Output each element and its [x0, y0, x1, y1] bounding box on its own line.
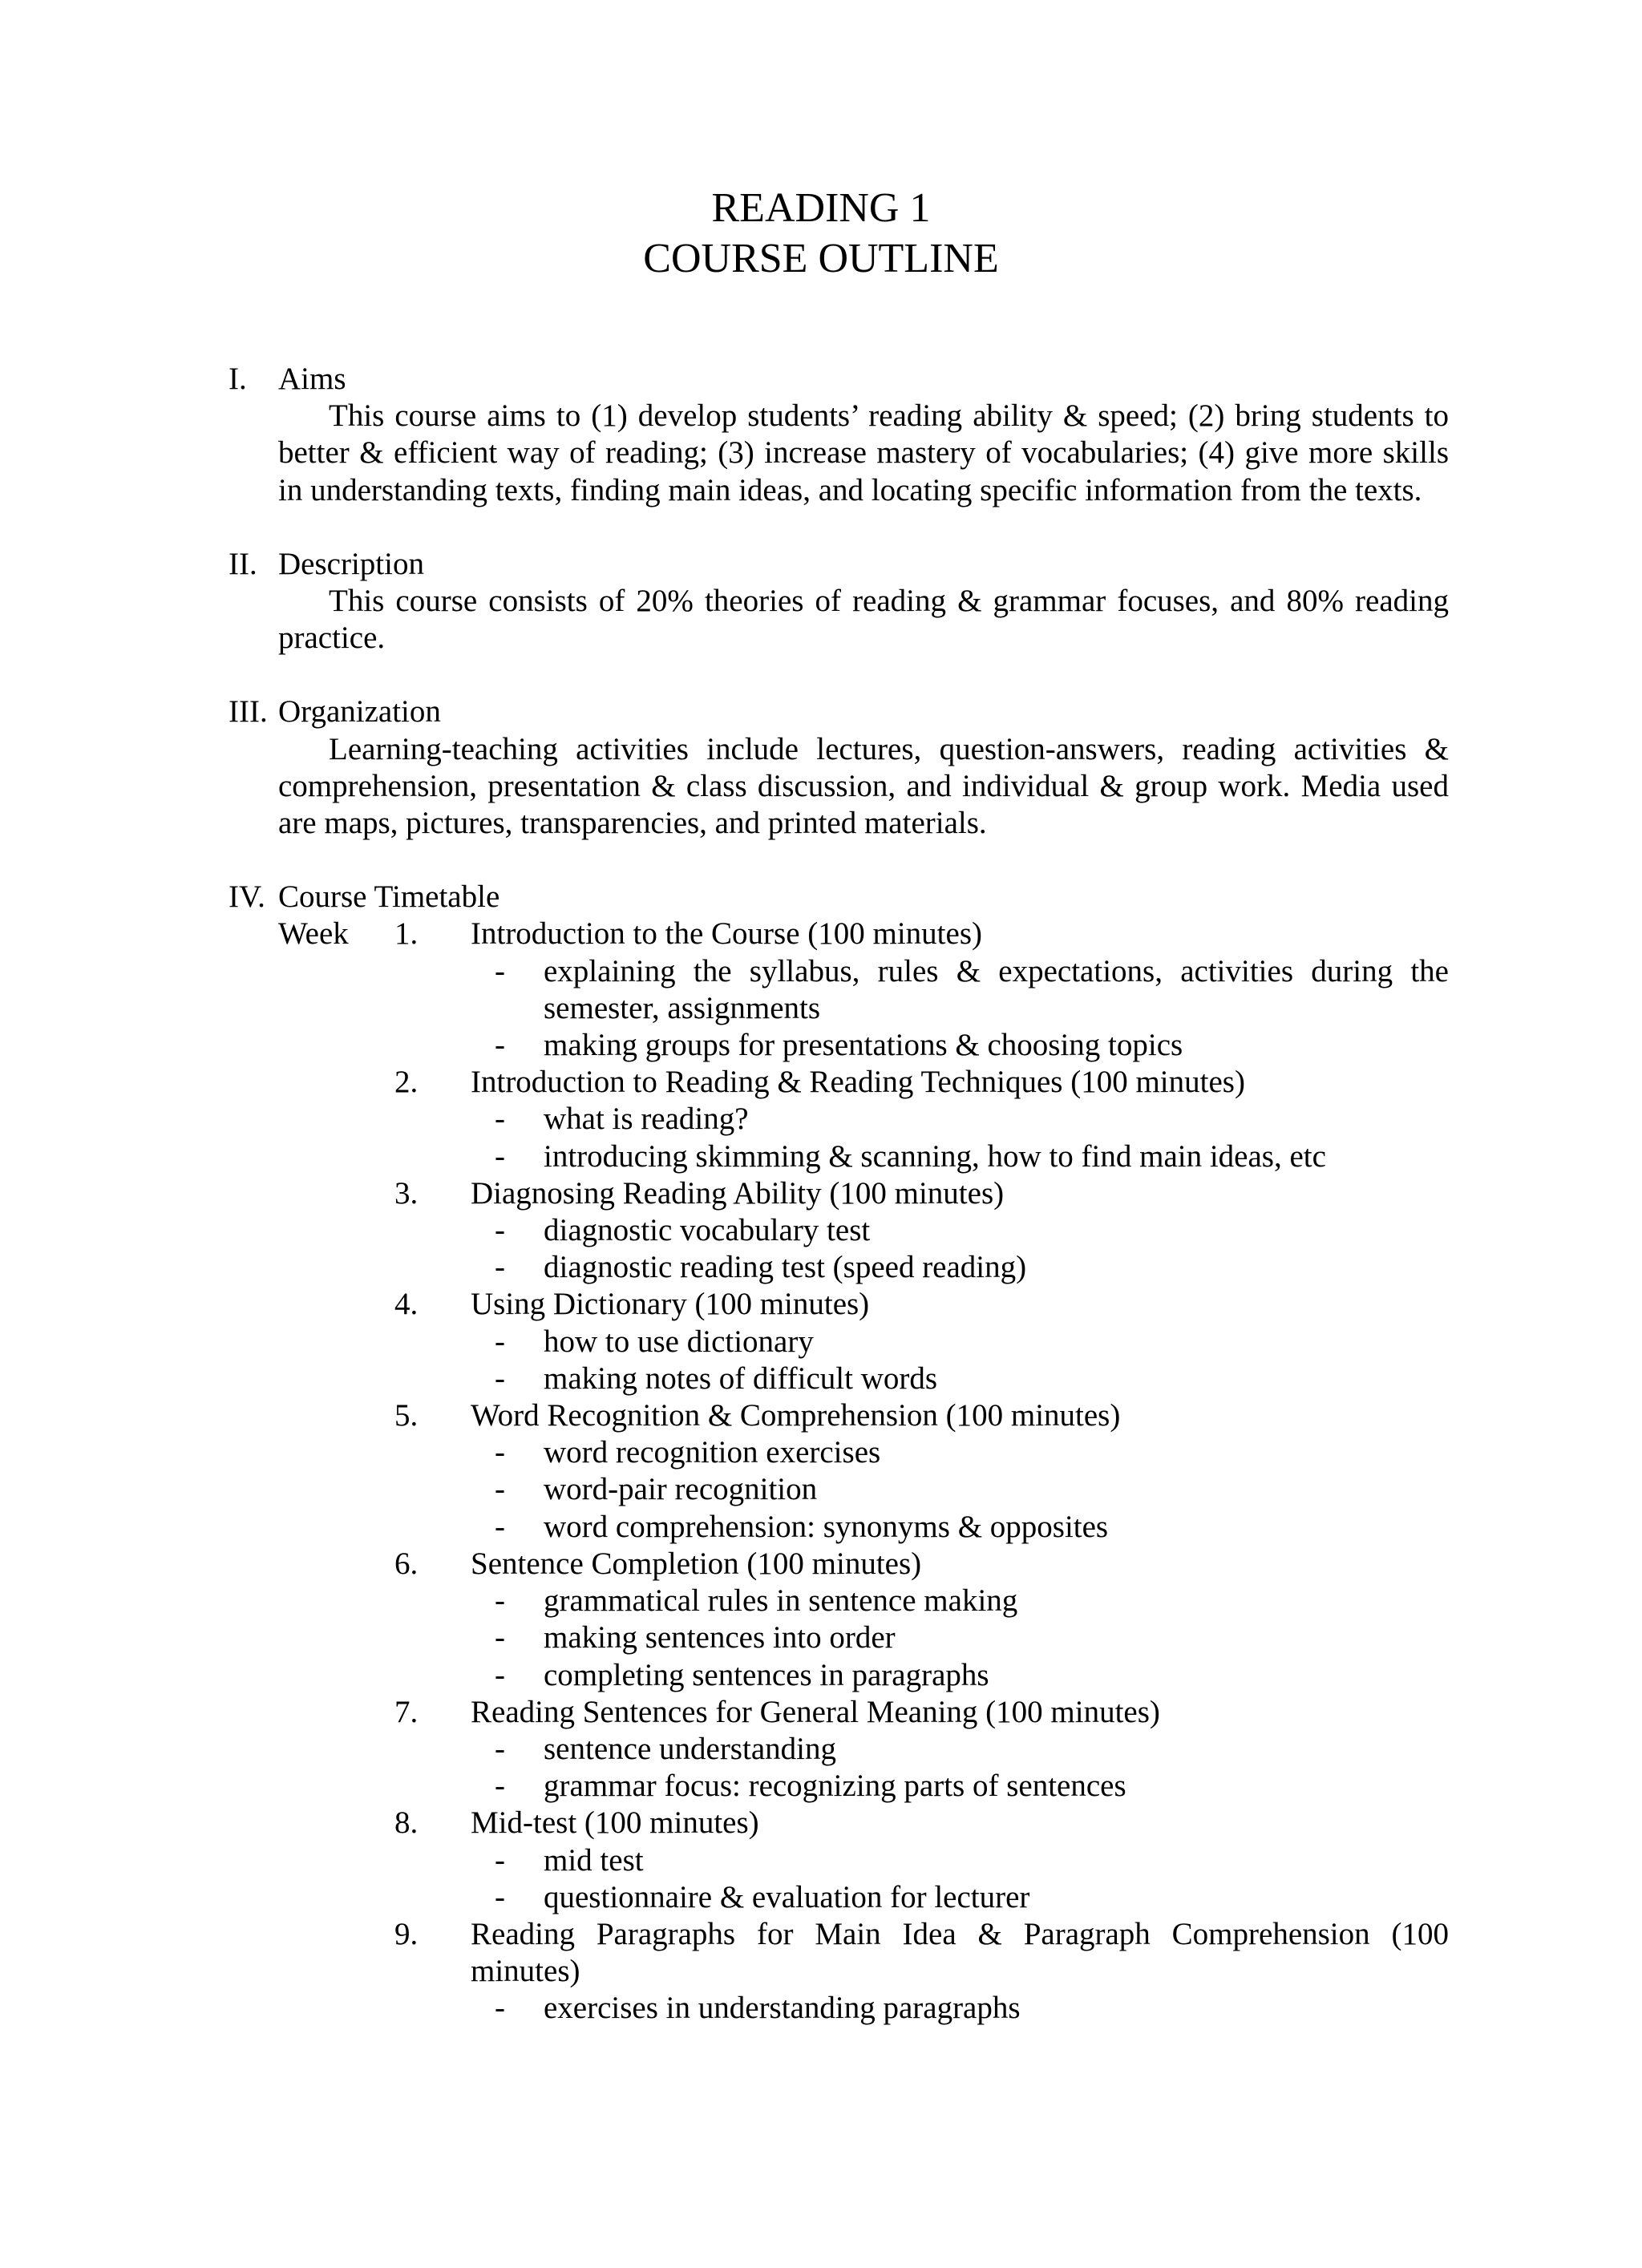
dash-bullet: -: [495, 1769, 505, 1804]
activity-text: diagnostic reading test (speed reading): [544, 1250, 1027, 1285]
dash-bullet: -: [495, 1879, 505, 1914]
section-title: Course Timetable: [278, 879, 500, 915]
activity-item: [471, 953, 1449, 1027]
activity-item: [471, 1731, 1449, 1768]
section-numeral: III.: [229, 694, 268, 730]
activity-text: diagnostic vocabulary test: [544, 1213, 871, 1248]
section-numeral: II.: [229, 546, 257, 581]
section-paragraph: This course aims to (1) develop students’ reading ability & speed; (2) bring students to better & efficient way of reading; (3) increase mastery of vocabularies; (4) give more skills in understanding texts, finding main ideas, and locating specific information from the texts.: [278, 398, 1449, 507]
week-title: Introduction to Reading & Reading Techniques (100 minutes): [471, 1065, 1245, 1100]
week-title: Reading Paragraphs for Main Idea & Paragraph Comprehension (100 minutes): [471, 1916, 1449, 1989]
week-5: [278, 1397, 1449, 1546]
dash-bullet: -: [495, 1360, 505, 1396]
section-numeral: IV.: [229, 879, 265, 915]
section-organization: [229, 693, 1449, 842]
week-title: Reading Sentences for General Meaning (100 minutes): [471, 1694, 1160, 1729]
week-number: 4.: [394, 1287, 419, 1322]
document-title: [0, 183, 1642, 284]
week-2: [278, 1064, 1449, 1175]
section-title: Organization: [278, 694, 441, 730]
activity-text: mid test: [544, 1842, 644, 1878]
activity-item: [471, 1471, 1449, 1508]
activity-text: making sentences into order: [544, 1620, 896, 1656]
section-heading: [229, 361, 1449, 398]
dash-bullet: -: [495, 953, 505, 988]
activity-text: making groups for presentations & choosing topics: [544, 1028, 1183, 1063]
week-number: 2.: [394, 1065, 419, 1100]
week-6: [278, 1546, 1449, 1694]
timetable: [278, 916, 1449, 2027]
activity-item: [471, 1101, 1449, 1138]
activity-item: [471, 1324, 1449, 1360]
activity-text: introducing skimming & scanning, how to find main ideas, etc: [544, 1138, 1326, 1174]
dash-bullet: -: [495, 1472, 505, 1507]
week-9: [278, 1916, 1449, 2027]
activity-text: explaining the syllabus, rules & expectations, activities during the semester, assignments: [544, 953, 1449, 1025]
section-title: Description: [278, 546, 424, 581]
activity-item: [471, 1509, 1449, 1546]
activity-item: [471, 1990, 1449, 2027]
dash-bullet: -: [495, 1435, 505, 1470]
title-line-2: COURSE OUTLINE: [643, 236, 999, 281]
week-number: 9.: [394, 1916, 419, 1951]
dash-bullet: -: [495, 1509, 505, 1544]
activity-item: [471, 1619, 1449, 1656]
dash-bullet: -: [495, 1583, 505, 1619]
week-title: Using Dictionary (100 minutes): [471, 1287, 870, 1322]
activity-item: [471, 1360, 1449, 1397]
section-numeral: I.: [229, 362, 247, 396]
activity-item: [471, 1249, 1449, 1286]
dash-bullet: -: [495, 1324, 505, 1359]
section-heading: [229, 546, 1449, 583]
dash-bullet: -: [495, 1102, 505, 1137]
section-paragraph: Learning-teaching activities include lectures, question-answers, reading activities & comprehension, presentation & class discussion, and individual & group work. Media used are maps, pictures, transparencies, and printed materials.: [278, 731, 1449, 841]
dash-bullet: -: [495, 1842, 505, 1878]
week-title: Sentence Completion (100 minutes): [471, 1546, 922, 1581]
activity-text: word comprehension: synonyms & opposites: [544, 1509, 1109, 1544]
activity-item: [471, 1138, 1449, 1175]
section-course-timetable: [229, 879, 1449, 2027]
title-line-1: READING 1: [711, 185, 931, 231]
activity-item: [471, 1434, 1449, 1471]
activity-text: completing sentences in paragraphs: [544, 1657, 989, 1692]
activity-item: [471, 1842, 1449, 1879]
dash-bullet: -: [495, 1731, 505, 1766]
week-number: 3.: [394, 1175, 419, 1211]
activity-item: [471, 1583, 1449, 1619]
week-1: [278, 916, 1449, 1064]
section-aims: [229, 361, 1449, 509]
week-number: 6.: [394, 1546, 419, 1581]
section-title: Aims: [278, 362, 346, 396]
week-number: 5.: [394, 1398, 419, 1433]
week-title: Mid-test (100 minutes): [471, 1805, 759, 1841]
activity-text: questionnaire & evaluation for lecturer: [544, 1879, 1030, 1914]
activity-text: word-pair recognition: [544, 1472, 818, 1507]
week-7: [278, 1694, 1449, 1805]
activity-item: [471, 1657, 1449, 1694]
activity-text: exercises in understanding paragraphs: [544, 1991, 1021, 2026]
activity-text: making notes of difficult words: [544, 1360, 938, 1396]
week-3: [278, 1175, 1449, 1287]
activity-item: [471, 1768, 1449, 1805]
week-8: [278, 1805, 1449, 1916]
activity-text: grammar focus: recognizing parts of sentences: [544, 1769, 1126, 1804]
activity-text: what is reading?: [544, 1102, 749, 1137]
activity-item: [471, 1212, 1449, 1249]
week-number: 1.: [394, 916, 419, 952]
dash-bullet: -: [495, 1657, 505, 1692]
week-title: Introduction to the Course (100 minutes): [471, 916, 982, 952]
section-paragraph: This course consists of 20% theories of reading & grammar focuses, and 80% reading practice.: [278, 584, 1449, 656]
week-4: [278, 1286, 1449, 1397]
activity-text: grammatical rules in sentence making: [544, 1583, 1018, 1619]
activity-text: sentence understanding: [544, 1731, 836, 1766]
week-title: Word Recognition & Comprehension (100 minutes): [471, 1398, 1121, 1433]
activity-item: [471, 1027, 1449, 1064]
section-heading: [229, 879, 1449, 916]
dash-bullet: -: [495, 1250, 505, 1285]
dash-bullet: -: [495, 1213, 505, 1248]
week-number: 7.: [394, 1694, 419, 1729]
outline-content: [229, 361, 1449, 2064]
week-label: Week: [278, 916, 349, 952]
dash-bullet: -: [495, 1028, 505, 1063]
section-heading: [229, 693, 1449, 730]
dash-bullet: -: [495, 1620, 505, 1656]
dash-bullet: -: [495, 1138, 505, 1174]
activity-item: [471, 1879, 1449, 1916]
week-number: 8.: [394, 1805, 419, 1841]
activity-text: how to use dictionary: [544, 1324, 814, 1359]
dash-bullet: -: [495, 1991, 505, 2026]
section-description: [229, 546, 1449, 657]
week-title: Diagnosing Reading Ability (100 minutes): [471, 1175, 1005, 1211]
activity-text: word recognition exercises: [544, 1435, 881, 1470]
